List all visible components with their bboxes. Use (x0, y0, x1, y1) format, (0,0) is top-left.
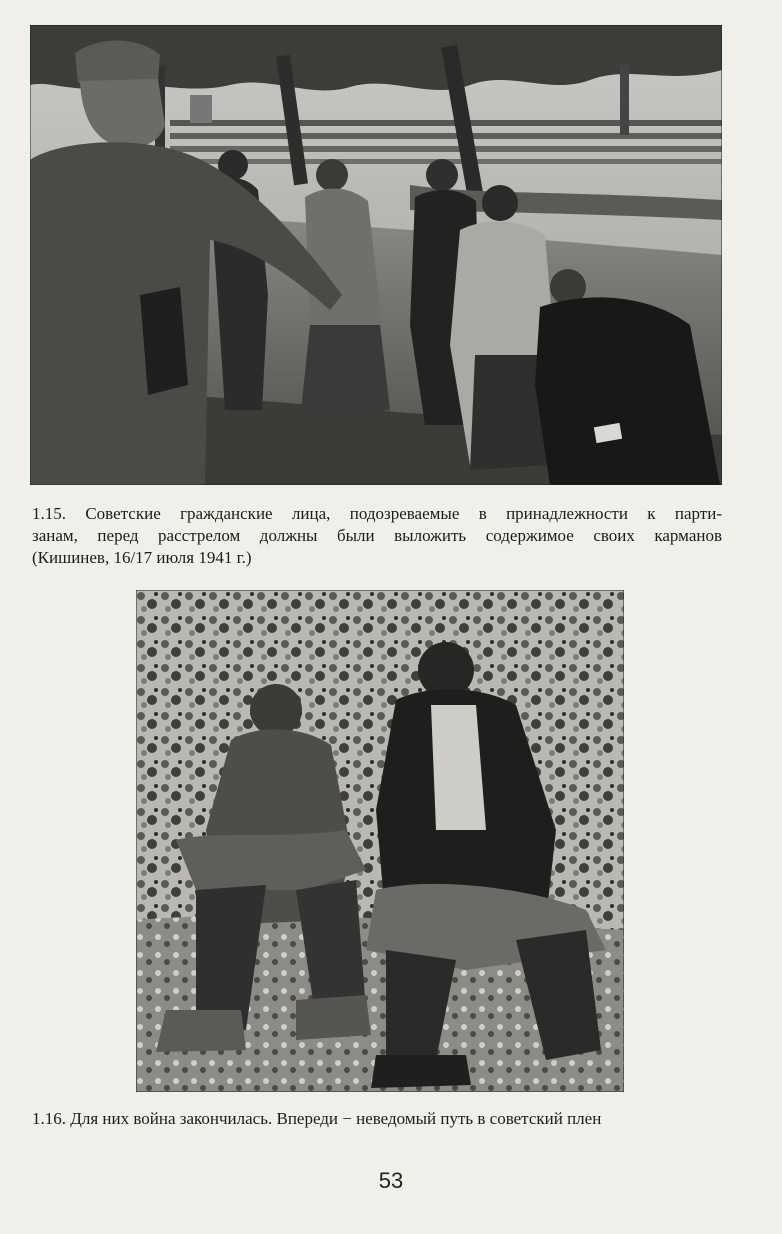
caption-1-line-1: 1.15. Советские гражданские лица, подозреваемые в принадлежности к парти- (32, 504, 722, 523)
figure-1-15-caption (32, 503, 722, 569)
figure-1-16-caption: 1.16. Для них война закончилась. Впереди − неведомый путь в советский плен (32, 1109, 602, 1128)
caption-1-line-3: (Кишинев, 16/17 июля 1941 г.) (32, 548, 252, 567)
page-number: 53 (378, 1168, 404, 1193)
caption-1-line-2: занам, перед расстрелом должны были выложить содержимое своих карманов (32, 526, 722, 545)
photo-soldiers-captured (136, 590, 624, 1092)
photo-2-image (136, 590, 624, 1092)
photo-civilians-before-execution (30, 25, 722, 485)
photo-1-image (30, 25, 722, 485)
